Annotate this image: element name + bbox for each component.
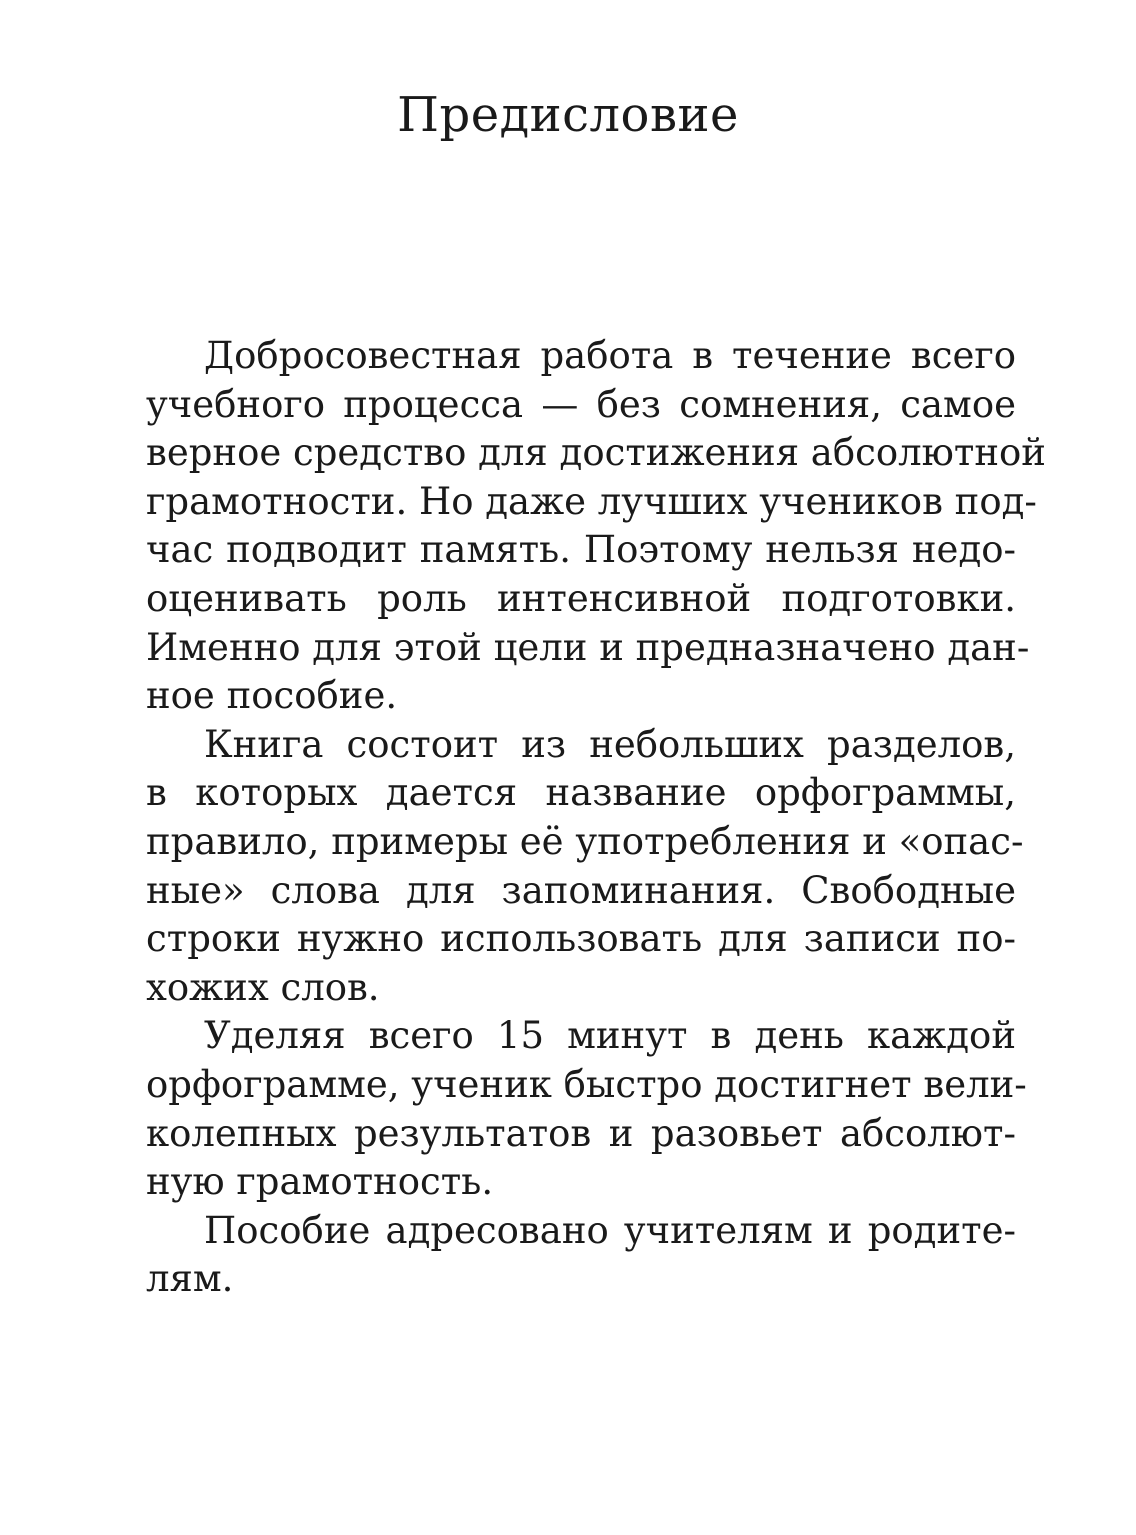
paragraph-3 [146, 1012, 1027, 1206]
text-line: Добросовестная работа в течение всего [204, 334, 1016, 377]
text-line: орфограмме, ученик быстро достигнет вели- [146, 1062, 1027, 1106]
text-line: верное средство для достижения абсолютной [146, 431, 1046, 475]
text-line: час подводит память. Поэтому нельзя недо- [146, 528, 1016, 572]
text-line: грамотности. Но даже лучших учеников под- [146, 479, 1037, 523]
text-line: в которых дается название орфограммы, [146, 771, 1016, 815]
text-line: Пособие адресовано учителям и родите- [204, 1208, 1016, 1252]
page-title: Предисловие [397, 87, 739, 143]
text-line: хожих слов. [146, 965, 380, 1009]
text-line: строки нужно использовать для записи по- [146, 917, 1016, 961]
text-line: лям. [146, 1257, 234, 1301]
text-line: оценивать роль интенсивной подготовки. [146, 576, 1016, 620]
text-line: правило, примеры её употребления и «опас- [146, 819, 1024, 863]
text-line: колепных результатов и разовьет абсолют- [146, 1111, 1016, 1155]
text-line: ное пособие. [146, 674, 398, 718]
text-line: ную грамотность. [146, 1160, 494, 1204]
text-line: Книга состоит из небольших разделов, [204, 722, 1016, 766]
paragraph-4 [146, 1207, 1016, 1304]
text-line: Уделяя всего 15 минут в день каждой [204, 1014, 1016, 1058]
text-line: ные» слова для запоминания. Свободные [146, 868, 1016, 912]
preface-body [146, 332, 1046, 1304]
text-line: учебного процесса — без сомнения, самое [146, 382, 1016, 426]
paragraph-1 [146, 332, 1046, 721]
text-line: Именно для этой цели и предназначено дан- [146, 625, 1030, 669]
paragraph-2 [146, 721, 1024, 1013]
